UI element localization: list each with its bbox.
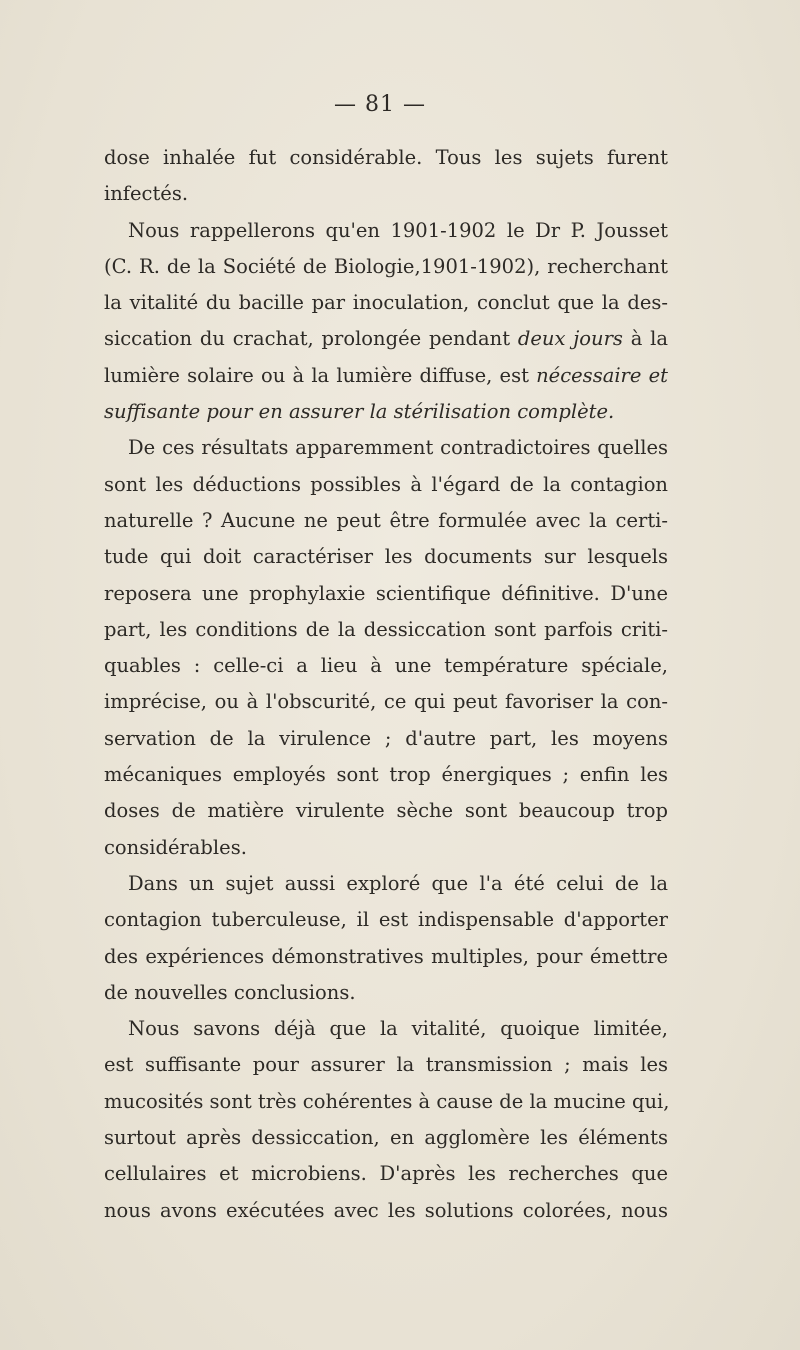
text-line: [104, 1193, 668, 1229]
text-line: [104, 721, 668, 757]
italic-text-segment: deux jours: [517, 327, 623, 351]
text-line: [104, 140, 668, 176]
text-line: [104, 176, 668, 212]
text-line: [104, 793, 668, 829]
text-line: [104, 213, 668, 249]
text-line: [104, 467, 668, 503]
text-segment: quables : celle-ci a lieu à une température spéciale,: [104, 654, 668, 678]
text-line: [104, 576, 668, 612]
text-segment: mécaniques employés sont trop énergiques ; enfin les: [104, 763, 668, 787]
text-segment: part, les conditions de la dessiccation sont parfois criti-: [104, 617, 668, 641]
italic-text-segment: suffisante pour en assurer la stérilisation complète.: [104, 400, 615, 424]
text-segment: dose inhalée fut considérable. Tous les sujets furent: [104, 146, 668, 169]
italic-text-segment: nécessaire et: [536, 363, 668, 387]
text-line: [104, 321, 668, 357]
text-line: [104, 285, 668, 321]
text-line: [104, 539, 668, 575]
text-line: [104, 939, 668, 975]
text-line: [104, 503, 668, 539]
text-segment: contagion tuberculeuse, il est indispensable d'apporter: [104, 908, 668, 932]
text-segment: nous avons exécutées avec les solutions colorées, nous: [104, 1198, 668, 1222]
text-line: [104, 648, 668, 684]
text-segment: Nous savons déjà que la vitalité, quoique limitée,: [128, 1017, 668, 1041]
text-line: [104, 430, 668, 466]
text-line: [104, 358, 668, 394]
text-line: [104, 612, 668, 648]
text-segment: Nous rappellerons qu'en 1901-1902 le Dr P. Jousset: [128, 218, 668, 242]
text-line: [104, 394, 668, 430]
text-segment: Dans un sujet aussi exploré que l'a été celui de la: [128, 871, 668, 895]
text-segment: surtout après dessiccation, en agglomère les éléments: [104, 1126, 668, 1150]
text-line: [104, 1120, 668, 1156]
text-segment: à la: [622, 327, 669, 351]
text-segment: la vitalité du bacille par inoculation, conclut que la des-: [104, 291, 668, 315]
body-text: [104, 140, 668, 1229]
text-segment: servation de la virulence ; d'autre part, les moyens: [104, 726, 668, 750]
text-segment: considérables.: [104, 835, 247, 859]
text-line: [104, 1084, 668, 1120]
text-segment: (C. R. de la Société de Biologie,1901-1902), recherchant: [104, 254, 668, 278]
text-segment: imprécise, ou à l'obscurité, ce qui peut favoriser la con-: [104, 690, 668, 714]
text-segment: reposera une prophylaxie scientifique définitive. D'une: [104, 581, 668, 605]
text-segment: doses de matière virulente sèche sont beaucoup trop: [104, 799, 668, 823]
text-segment: de nouvelles conclusions.: [104, 980, 356, 1004]
text-segment: siccation du crachat, prolongée pendant: [104, 327, 518, 351]
text-line: [104, 1156, 668, 1192]
text-line: [104, 975, 668, 1011]
text-segment: De ces résultats apparemment contradictoires quelles: [128, 436, 668, 460]
text-line: [104, 249, 668, 285]
text-line: [104, 1011, 668, 1047]
text-segment: infectés.: [104, 182, 189, 206]
text-segment: est suffisante pour assurer la transmission ; mais les: [104, 1053, 668, 1077]
text-segment: lumière solaire ou à la lumière diffuse, est: [104, 363, 537, 387]
text-line: [104, 757, 668, 793]
text-segment: cellulaires et microbiens. D'après les recherches que: [104, 1162, 668, 1186]
text-line: [104, 1047, 668, 1083]
text-segment: des expériences démonstratives multiples, pour émettre: [104, 944, 668, 968]
text-segment: sont les déductions possibles à l'égard de la contagion: [104, 472, 668, 496]
page-number: — 81 —: [334, 92, 426, 117]
text-line: [104, 866, 668, 902]
text-segment: mucosités sont très cohérentes à cause de la mucine qui,: [104, 1089, 670, 1113]
text-line: [104, 684, 668, 720]
text-line: [104, 902, 668, 938]
text-segment: naturelle ? Aucune ne peut être formulée avec la certi-: [104, 508, 668, 532]
text-line: [104, 830, 668, 866]
text-segment: tude qui doit caractériser les documents sur lesquels: [104, 545, 668, 569]
